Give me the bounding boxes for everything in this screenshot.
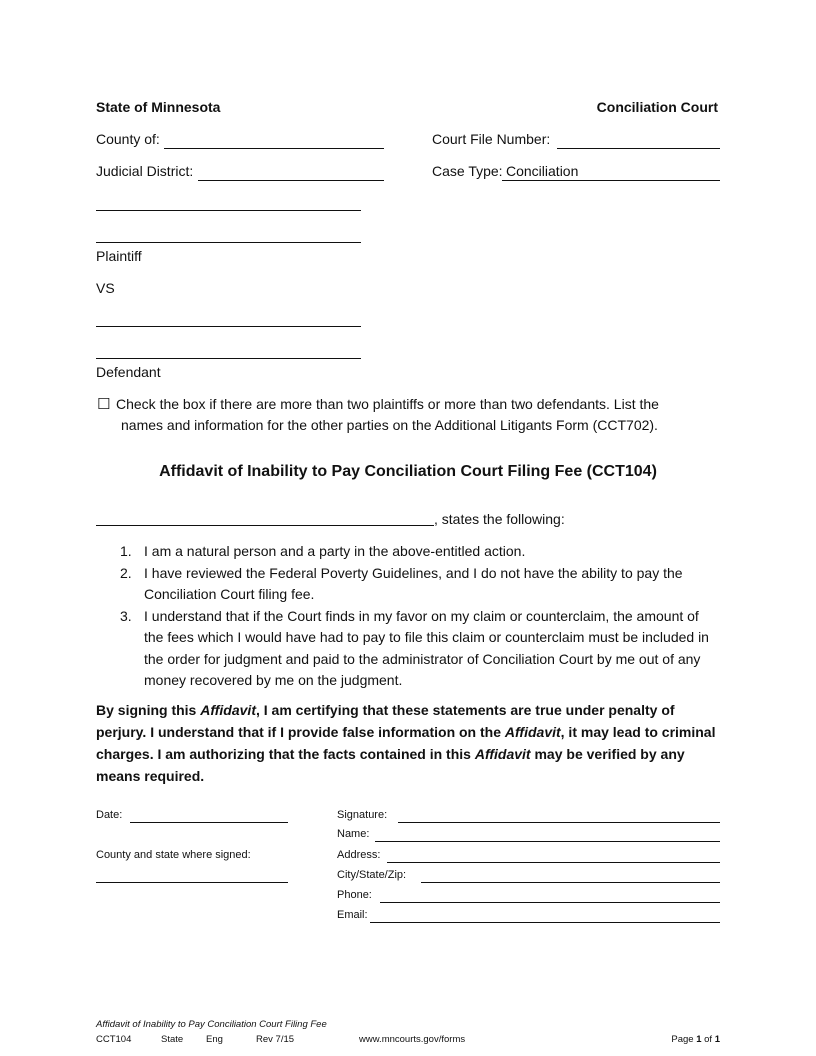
checkbox-text-line2: names and information for the other parties on the Additional Litigants Form (CCT702).: [121, 417, 658, 433]
email-field[interactable]: [370, 922, 720, 923]
plaintiff-line-2[interactable]: [96, 242, 361, 243]
city-field[interactable]: [421, 882, 720, 883]
phone-field[interactable]: [380, 902, 720, 903]
states-following-text: , states the following:: [434, 511, 565, 527]
defendant-line-2[interactable]: [96, 358, 361, 359]
county-state-label: County and state where signed:: [96, 849, 251, 861]
county-state-field[interactable]: [96, 882, 288, 883]
case-type-label: Case Type:: [432, 163, 503, 179]
certification-paragraph: [96, 699, 724, 787]
footer-url[interactable]: www.mncourts.gov/forms: [359, 1034, 466, 1045]
statement-text: I have reviewed the Federal Poverty Guidelines, and I do not have the ability to pay the Conciliation Court filing fee.: [144, 564, 683, 602]
file-number-label: Court File Number:: [432, 131, 551, 147]
statement-number: 2.: [120, 564, 132, 581]
cert-affidavit-3: Affidavit: [474, 746, 531, 762]
page-title: Affidavit of Inability to Pay Conciliation Court Filing Fee (CCT104): [159, 463, 657, 480]
state-heading: State of Minnesota: [96, 99, 221, 115]
vs-label: VS: [96, 280, 115, 296]
address-field[interactable]: [387, 862, 720, 863]
footer-form-title: Affidavit of Inability to Pay Conciliation Court Filing Fee: [96, 1019, 327, 1030]
footer-page-number: [671, 1034, 720, 1045]
county-label: County of:: [96, 131, 160, 147]
name-field[interactable]: [375, 841, 720, 842]
statement-text: I am a natural person and a party in the above-entitled action.: [144, 543, 526, 559]
case-type-value: Conciliation: [506, 163, 579, 179]
statement-item: [120, 563, 720, 606]
cert-part-2: , I am certifying that these statements are true under penalty of perjury. I understand that if I provide false information on the: [96, 702, 675, 740]
email-label: Email:: [337, 909, 368, 921]
case-type-field[interactable]: [502, 180, 720, 181]
cert-part-4: may be verified by any means required.: [96, 746, 685, 784]
footer-language: Eng: [206, 1034, 223, 1045]
cert-part-1: By signing this: [96, 702, 201, 718]
cert-affidavit-2: Affidavit: [504, 724, 561, 740]
district-field[interactable]: [198, 180, 384, 181]
city-label: City/State/Zip:: [337, 869, 407, 881]
cert-part-3: , it may lead to criminal charges. I am authorizing that the facts contained in this: [96, 724, 716, 762]
page-prefix: Page: [671, 1034, 694, 1045]
plaintiff-line-1[interactable]: [96, 210, 361, 211]
court-heading: Conciliation Court: [596, 99, 718, 115]
statement-list: [120, 541, 720, 692]
district-label: Judicial District:: [96, 163, 194, 179]
signature-field[interactable]: [398, 822, 720, 823]
date-field[interactable]: [130, 822, 288, 823]
file-number-field[interactable]: [557, 148, 720, 149]
footer-jurisdiction: State: [161, 1034, 184, 1045]
name-label: Name:: [337, 828, 370, 840]
address-label: Address:: [337, 849, 381, 861]
phone-label: Phone:: [337, 889, 372, 901]
footer-revision: Rev 7/15: [256, 1034, 295, 1045]
statement-number: 1.: [120, 543, 132, 559]
additional-parties-checkbox[interactable]: ☐: [97, 396, 111, 413]
signature-label: Signature:: [337, 809, 388, 821]
affiant-name-field[interactable]: [96, 525, 434, 526]
statement-item: [120, 606, 720, 692]
statement-item: [120, 541, 720, 563]
statement-text: I understand that if the Court finds in my favor on my claim or counterclaim, the amount of the fees which I would have had to pay to file this claim or counterclaim must be included in the order for judgment and paid to the administrator of Conciliation Court by me out of any money recovered by me on the judgment.: [144, 607, 709, 688]
page-of: of: [704, 1034, 713, 1045]
defendant-line-1[interactable]: [96, 326, 361, 327]
statement-number: 3.: [120, 607, 132, 624]
date-label: Date:: [96, 809, 123, 821]
page-total: 1: [714, 1034, 720, 1045]
plaintiff-label: Plaintiff: [96, 248, 142, 264]
footer-form-code: CCT104: [96, 1034, 132, 1045]
defendant-label: Defendant: [96, 364, 161, 380]
county-field[interactable]: [164, 148, 384, 149]
page-current: 1: [696, 1034, 702, 1045]
checkbox-text-line1: Check the box if there are more than two plaintiffs or more than two defendants. List the: [116, 396, 659, 412]
cert-affidavit-1: Affidavit: [200, 702, 256, 718]
